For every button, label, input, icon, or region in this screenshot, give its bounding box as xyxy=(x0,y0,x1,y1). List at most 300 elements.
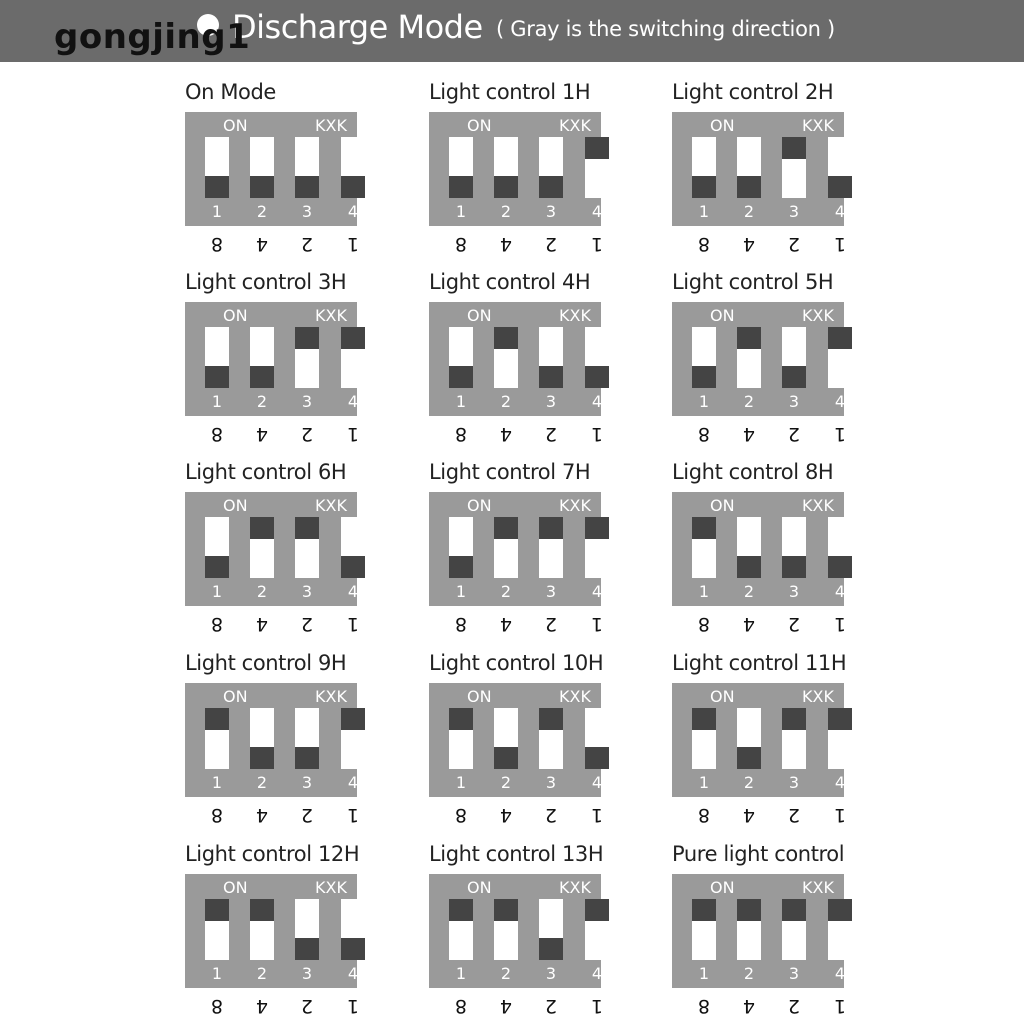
switch-knob xyxy=(295,176,319,198)
weight-label: 8 xyxy=(210,233,224,255)
weight-label: 2 xyxy=(787,423,801,445)
dip-switch[interactable] xyxy=(449,517,473,578)
switch-number: 1 xyxy=(698,202,710,221)
switch-knob xyxy=(737,327,761,349)
switch-knob xyxy=(585,517,609,539)
switch-knob xyxy=(539,176,563,198)
dip-switch[interactable] xyxy=(737,137,761,198)
dip-switch[interactable] xyxy=(250,708,274,769)
dip-switch[interactable] xyxy=(737,708,761,769)
mode-title: Light control 11H xyxy=(672,651,847,675)
weight-label: 8 xyxy=(454,423,468,445)
mode-title: Light control 4H xyxy=(429,270,591,294)
switch-knob xyxy=(585,137,609,159)
weight-label: 2 xyxy=(544,613,558,635)
weight-label: 8 xyxy=(697,995,711,1017)
switch-knob xyxy=(250,517,274,539)
switch-knob xyxy=(585,899,609,921)
switch-number: 1 xyxy=(211,964,223,983)
switch-number: 2 xyxy=(743,964,755,983)
switch-knob xyxy=(737,899,761,921)
weight-label: 4 xyxy=(742,233,756,255)
brand-label: KXK xyxy=(559,878,591,897)
weight-label: 1 xyxy=(590,423,604,445)
weight-label: 1 xyxy=(833,613,847,635)
switch-knob xyxy=(449,366,473,388)
mode-cell xyxy=(429,651,629,826)
switch-knob xyxy=(205,899,229,921)
dip-switch-panel xyxy=(185,683,357,797)
weight-label: 8 xyxy=(210,423,224,445)
switch-knob xyxy=(585,747,609,769)
weight-label: 2 xyxy=(300,233,314,255)
brand-label: KXK xyxy=(802,306,834,325)
mode-cell xyxy=(429,80,629,255)
switch-number: 4 xyxy=(347,964,359,983)
switch-knob xyxy=(494,327,518,349)
switch-knob xyxy=(341,556,365,578)
dip-switch[interactable] xyxy=(295,137,319,198)
weight-label: 4 xyxy=(255,613,269,635)
on-label: ON xyxy=(710,306,735,325)
dip-switch[interactable] xyxy=(782,899,806,960)
brand-label: KXK xyxy=(802,687,834,706)
dip-switch-panel xyxy=(672,112,844,226)
dip-switch[interactable] xyxy=(828,137,852,198)
switch-number: 3 xyxy=(545,964,557,983)
on-label: ON xyxy=(467,687,492,706)
brand-label: KXK xyxy=(315,116,347,135)
switch-number: 1 xyxy=(698,582,710,601)
dip-switch[interactable] xyxy=(585,137,609,198)
switch-knob xyxy=(250,747,274,769)
dip-switch[interactable] xyxy=(539,708,563,769)
switch-number: 3 xyxy=(788,392,800,411)
switch-knob xyxy=(692,517,716,539)
switch-knob xyxy=(692,366,716,388)
switch-knob xyxy=(737,556,761,578)
switch-number: 3 xyxy=(545,392,557,411)
switch-number: 2 xyxy=(256,964,268,983)
brand-label: KXK xyxy=(315,306,347,325)
switch-number: 4 xyxy=(834,392,846,411)
switch-number: 4 xyxy=(591,392,603,411)
dip-switch[interactable] xyxy=(539,327,563,388)
dip-switch[interactable] xyxy=(449,327,473,388)
switch-knob xyxy=(782,899,806,921)
switch-knob xyxy=(449,899,473,921)
dip-switch[interactable] xyxy=(205,899,229,960)
switch-number: 3 xyxy=(788,964,800,983)
switch-knob xyxy=(205,556,229,578)
brand-label: KXK xyxy=(315,496,347,515)
weight-label: 4 xyxy=(499,995,513,1017)
dip-switch-panel xyxy=(185,112,357,226)
mode-title: Light control 2H xyxy=(672,80,834,104)
switch-knob xyxy=(494,747,518,769)
dip-switch-panel xyxy=(429,492,601,606)
dip-switch[interactable] xyxy=(539,517,563,578)
weight-label: 2 xyxy=(787,995,801,1017)
mode-title: Light control 7H xyxy=(429,460,591,484)
switch-knob xyxy=(828,327,852,349)
weight-label: 2 xyxy=(300,613,314,635)
weight-label: 2 xyxy=(544,804,558,826)
dip-switch[interactable] xyxy=(539,137,563,198)
dip-switch[interactable] xyxy=(250,899,274,960)
mode-cell xyxy=(672,460,872,635)
switch-knob xyxy=(341,176,365,198)
switch-number: 1 xyxy=(698,773,710,792)
mode-title: Light control 1H xyxy=(429,80,591,104)
weight-label: 2 xyxy=(544,423,558,445)
switch-number: 1 xyxy=(455,964,467,983)
switch-number: 4 xyxy=(834,773,846,792)
weight-label: 8 xyxy=(454,995,468,1017)
switch-number: 2 xyxy=(500,392,512,411)
switch-number: 2 xyxy=(500,964,512,983)
weight-label: 2 xyxy=(300,423,314,445)
mode-cell xyxy=(672,80,872,255)
switch-number: 4 xyxy=(834,202,846,221)
switch-knob xyxy=(539,366,563,388)
switch-number: 1 xyxy=(455,202,467,221)
brand-label: KXK xyxy=(802,496,834,515)
dip-switch-panel xyxy=(185,492,357,606)
switch-knob xyxy=(250,899,274,921)
weight-label: 2 xyxy=(544,995,558,1017)
mode-title: Light control 9H xyxy=(185,651,347,675)
dip-switch[interactable] xyxy=(295,708,319,769)
switch-knob xyxy=(828,556,852,578)
dip-switch[interactable] xyxy=(205,708,229,769)
switch-knob xyxy=(782,556,806,578)
switch-knob xyxy=(341,327,365,349)
switch-knob xyxy=(539,708,563,730)
weight-label: 4 xyxy=(255,804,269,826)
switch-number: 2 xyxy=(256,392,268,411)
weight-label: 1 xyxy=(590,804,604,826)
weight-label: 1 xyxy=(346,804,360,826)
brand-label: KXK xyxy=(559,306,591,325)
weight-label: 4 xyxy=(742,423,756,445)
weight-label: 8 xyxy=(697,423,711,445)
dip-switch[interactable] xyxy=(295,327,319,388)
switch-knob xyxy=(295,327,319,349)
weight-label: 8 xyxy=(697,233,711,255)
mode-cell xyxy=(672,842,872,1017)
weight-label: 8 xyxy=(454,804,468,826)
dip-switch[interactable] xyxy=(585,327,609,388)
weight-label: 1 xyxy=(833,995,847,1017)
dip-switch[interactable] xyxy=(539,899,563,960)
dip-switch[interactable] xyxy=(449,708,473,769)
dip-switch[interactable] xyxy=(494,708,518,769)
switch-knob xyxy=(295,517,319,539)
dip-switch-panel xyxy=(185,874,357,988)
switch-knob xyxy=(539,517,563,539)
watermark: gongjing1 xyxy=(54,17,251,57)
switch-number: 2 xyxy=(256,202,268,221)
switch-knob xyxy=(494,176,518,198)
switch-number: 3 xyxy=(788,582,800,601)
switch-knob xyxy=(250,176,274,198)
mode-title: Light control 6H xyxy=(185,460,347,484)
dip-switch[interactable] xyxy=(585,899,609,960)
switch-number: 3 xyxy=(301,582,313,601)
switch-knob xyxy=(828,708,852,730)
switch-knob xyxy=(828,899,852,921)
weight-label: 8 xyxy=(210,995,224,1017)
weight-label: 2 xyxy=(787,233,801,255)
switch-knob xyxy=(737,747,761,769)
switch-knob xyxy=(341,708,365,730)
weight-label: 8 xyxy=(210,804,224,826)
dip-switch[interactable] xyxy=(494,517,518,578)
mode-cell xyxy=(429,460,629,635)
switch-number: 2 xyxy=(256,582,268,601)
dip-switch-panel xyxy=(429,683,601,797)
switch-number: 3 xyxy=(301,202,313,221)
dip-switch[interactable] xyxy=(295,899,319,960)
switch-number: 4 xyxy=(591,773,603,792)
on-label: ON xyxy=(467,496,492,515)
on-label: ON xyxy=(223,687,248,706)
weight-label: 1 xyxy=(833,804,847,826)
dip-switch[interactable] xyxy=(494,327,518,388)
switch-knob xyxy=(341,938,365,960)
weight-label: 4 xyxy=(499,804,513,826)
on-label: ON xyxy=(467,878,492,897)
switch-knob xyxy=(692,708,716,730)
dip-switch[interactable] xyxy=(341,708,365,769)
dip-switch[interactable] xyxy=(250,327,274,388)
dip-switch[interactable] xyxy=(205,137,229,198)
dip-switch[interactable] xyxy=(341,327,365,388)
dip-switch[interactable] xyxy=(782,708,806,769)
dip-switch-panel xyxy=(429,112,601,226)
dip-switch[interactable] xyxy=(341,137,365,198)
switch-number: 4 xyxy=(834,964,846,983)
switch-knob xyxy=(692,899,716,921)
switch-knob xyxy=(585,366,609,388)
switch-knob xyxy=(449,176,473,198)
mode-title: Light control 8H xyxy=(672,460,834,484)
on-label: ON xyxy=(223,116,248,135)
page-subtitle: ( Gray is the switching direction ) xyxy=(496,17,835,41)
dip-switch[interactable] xyxy=(828,708,852,769)
switch-number: 2 xyxy=(743,773,755,792)
weight-label: 1 xyxy=(346,613,360,635)
weight-label: 4 xyxy=(255,233,269,255)
dip-switch[interactable] xyxy=(449,899,473,960)
dip-switch[interactable] xyxy=(250,517,274,578)
dip-switch[interactable] xyxy=(737,327,761,388)
mode-cell xyxy=(185,80,385,255)
page-title: Discharge Mode xyxy=(232,8,483,46)
on-label: ON xyxy=(223,878,248,897)
mode-cell xyxy=(185,460,385,635)
switch-number: 2 xyxy=(256,773,268,792)
on-label: ON xyxy=(467,306,492,325)
switch-knob xyxy=(449,556,473,578)
weight-label: 2 xyxy=(300,995,314,1017)
dip-switch[interactable] xyxy=(737,517,761,578)
brand-label: KXK xyxy=(559,116,591,135)
weight-label: 2 xyxy=(787,613,801,635)
switch-number: 4 xyxy=(834,582,846,601)
dip-switch[interactable] xyxy=(692,899,716,960)
dip-switch[interactable] xyxy=(295,517,319,578)
on-label: ON xyxy=(467,116,492,135)
switch-number: 3 xyxy=(301,964,313,983)
weight-label: 4 xyxy=(255,995,269,1017)
dip-switch[interactable] xyxy=(205,327,229,388)
switch-number: 1 xyxy=(698,964,710,983)
dip-switch[interactable] xyxy=(585,708,609,769)
dip-switch[interactable] xyxy=(341,517,365,578)
switch-knob xyxy=(828,176,852,198)
dip-switch-panel xyxy=(672,302,844,416)
weight-label: 4 xyxy=(742,613,756,635)
dip-switch[interactable] xyxy=(782,137,806,198)
mode-cell xyxy=(185,651,385,826)
switch-number: 3 xyxy=(301,773,313,792)
switch-number: 4 xyxy=(591,202,603,221)
weight-label: 8 xyxy=(697,804,711,826)
switch-knob xyxy=(737,176,761,198)
switch-number: 1 xyxy=(455,773,467,792)
dip-switch-panel xyxy=(185,302,357,416)
switch-number: 4 xyxy=(347,582,359,601)
dip-switch[interactable] xyxy=(449,137,473,198)
dip-switch[interactable] xyxy=(250,137,274,198)
switch-number: 3 xyxy=(788,202,800,221)
switch-number: 1 xyxy=(211,773,223,792)
on-label: ON xyxy=(710,496,735,515)
weight-label: 2 xyxy=(787,804,801,826)
mode-title: On Mode xyxy=(185,80,276,104)
on-label: ON xyxy=(223,496,248,515)
weight-label: 1 xyxy=(590,995,604,1017)
on-label: ON xyxy=(710,878,735,897)
dip-switch[interactable] xyxy=(737,899,761,960)
mode-title: Light control 12H xyxy=(185,842,360,866)
dip-switch[interactable] xyxy=(341,899,365,960)
weight-label: 8 xyxy=(454,233,468,255)
switch-number: 1 xyxy=(211,392,223,411)
brand-label: KXK xyxy=(315,687,347,706)
switch-number: 4 xyxy=(347,773,359,792)
dip-switch[interactable] xyxy=(782,517,806,578)
mode-title: Light control 3H xyxy=(185,270,347,294)
dip-switch[interactable] xyxy=(585,517,609,578)
switch-number: 3 xyxy=(545,582,557,601)
switch-knob xyxy=(782,137,806,159)
weight-label: 8 xyxy=(454,613,468,635)
switch-number: 4 xyxy=(347,392,359,411)
dip-switch[interactable] xyxy=(494,137,518,198)
mode-title: Light control 10H xyxy=(429,651,604,675)
brand-label: KXK xyxy=(802,116,834,135)
weight-label: 2 xyxy=(544,233,558,255)
switch-number: 1 xyxy=(211,582,223,601)
switch-knob xyxy=(449,708,473,730)
switch-number: 3 xyxy=(545,773,557,792)
switch-knob xyxy=(295,938,319,960)
weight-label: 4 xyxy=(499,613,513,635)
brand-label: KXK xyxy=(315,878,347,897)
dip-switch[interactable] xyxy=(828,327,852,388)
switch-knob xyxy=(205,708,229,730)
dip-switch-panel xyxy=(429,302,601,416)
mode-title: Light control 13H xyxy=(429,842,604,866)
switch-number: 3 xyxy=(301,392,313,411)
dip-switch-panel xyxy=(429,874,601,988)
on-label: ON xyxy=(710,687,735,706)
switch-knob xyxy=(205,366,229,388)
dip-switch[interactable] xyxy=(205,517,229,578)
dip-switch[interactable] xyxy=(828,517,852,578)
switch-knob xyxy=(494,899,518,921)
weight-label: 1 xyxy=(346,423,360,445)
weight-label: 1 xyxy=(833,423,847,445)
switch-number: 4 xyxy=(591,582,603,601)
dip-switch[interactable] xyxy=(692,327,716,388)
mode-cell xyxy=(185,842,385,1017)
dip-switch[interactable] xyxy=(828,899,852,960)
weight-label: 8 xyxy=(210,613,224,635)
weight-label: 4 xyxy=(742,804,756,826)
switch-number: 2 xyxy=(743,582,755,601)
switch-number: 2 xyxy=(743,392,755,411)
switch-number: 1 xyxy=(455,392,467,411)
switch-knob xyxy=(494,517,518,539)
switch-knob xyxy=(782,366,806,388)
switch-number: 4 xyxy=(347,202,359,221)
switch-number: 3 xyxy=(788,773,800,792)
mode-cell xyxy=(429,842,629,1017)
switch-knob xyxy=(539,938,563,960)
switch-number: 1 xyxy=(455,582,467,601)
mode-cell xyxy=(185,270,385,445)
weight-label: 4 xyxy=(742,995,756,1017)
switch-number: 1 xyxy=(211,202,223,221)
dip-switch-panel xyxy=(672,874,844,988)
dip-switch[interactable] xyxy=(494,899,518,960)
brand-label: KXK xyxy=(559,687,591,706)
mode-cell xyxy=(672,270,872,445)
dip-switch-panel xyxy=(672,683,844,797)
weight-label: 1 xyxy=(346,995,360,1017)
dip-switch[interactable] xyxy=(782,327,806,388)
weight-label: 1 xyxy=(590,233,604,255)
weight-label: 1 xyxy=(833,233,847,255)
on-label: ON xyxy=(710,116,735,135)
brand-label: KXK xyxy=(802,878,834,897)
weight-label: 4 xyxy=(499,423,513,445)
dip-switch[interactable] xyxy=(692,708,716,769)
weight-label: 1 xyxy=(346,233,360,255)
dip-switch[interactable] xyxy=(692,517,716,578)
weight-label: 1 xyxy=(590,613,604,635)
switch-number: 4 xyxy=(591,964,603,983)
dip-switch[interactable] xyxy=(692,137,716,198)
weight-label: 2 xyxy=(300,804,314,826)
switch-number: 2 xyxy=(500,773,512,792)
switch-knob xyxy=(692,176,716,198)
switch-knob xyxy=(205,176,229,198)
